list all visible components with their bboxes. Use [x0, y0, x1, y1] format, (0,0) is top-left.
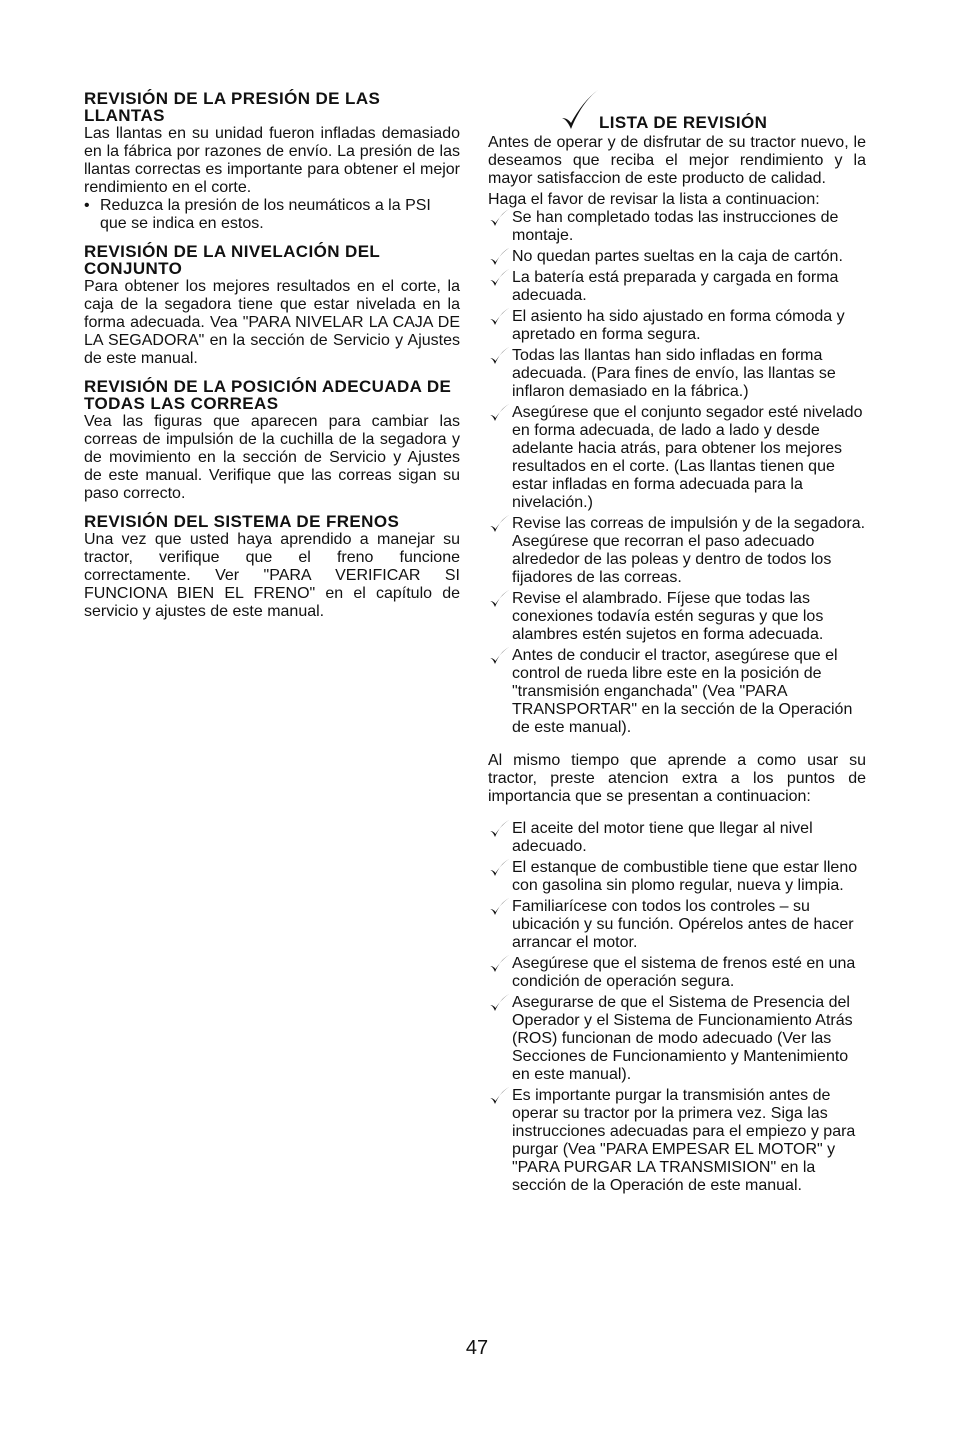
checkmark-icon: [488, 404, 512, 422]
checklist-item: [488, 994, 866, 1084]
checklist-item: [488, 590, 866, 644]
checklist-item-text: Todas las llantas han sido infladas en forma adecuada. (Para fines de envío, las llantas se inflaron demasiado en la fábrica.): [512, 347, 836, 400]
bullet-text: Reduzca la presión de los neumáticos a la PSI que se indica en estos.: [100, 197, 431, 232]
checklist-item: [488, 248, 866, 266]
checklist-item: [488, 1087, 866, 1195]
checklist-item: [488, 820, 866, 856]
checklist-item: [488, 347, 866, 401]
checklist-item-text: El estanque de combustible tiene que estar lleno con gasolina sin plomo regular, nueva y limpia.: [512, 859, 858, 894]
bullet-item: [84, 197, 460, 233]
checklist-item-text: Se han completado todas las instrucciones de montaje.: [512, 209, 839, 244]
checklist-item-text: Revise el alambrado. Fíjese que todas las conexiones todavía estén seguras y que los alambres estén sujetos en forma adecuada.: [512, 590, 824, 643]
checklist-item: [488, 308, 866, 344]
checklist-instruction: Haga el favor de revisar la lista a continuacion:: [488, 191, 820, 208]
checklist-item: [488, 955, 866, 991]
section-brakes: [84, 513, 460, 621]
checklist-item-text: Es importante purgar la transmisión antes de operar su tractor por la primera vez. Siga las instrucciones adecuadas para el empiezo y para purgar (Vea "PARA EMPESAR EL MOTOR" y "PARA PURGAR LA TRANSMISION" en la sección de la Operación de este manual.: [512, 1087, 856, 1194]
checklist-heading: [488, 90, 866, 134]
section-title: REVISIÓN DE LA PRESIÓN DE LAS LLANTAS: [84, 89, 381, 125]
large-checkmark-icon: [560, 88, 600, 132]
checklist-item-text: No quedan partes sueltas en la caja de cartón.: [512, 248, 843, 265]
checkmark-icon: [488, 898, 512, 916]
section-tire-pressure: [84, 90, 460, 233]
section-body: Una vez que usted haya aprendido a manejar su tractor, verifique que el freno funcione correctamente. Ver "PARA VERIFICAR SI FUNCIONA BIEN EL FRENO" en el capítulo de servicio y ajustes de este manual.: [84, 531, 460, 620]
checklist-item-text: El asiento ha sido ajustado en forma cómoda y apretado en forma segura.: [512, 308, 845, 343]
checkmark-icon: [488, 647, 512, 665]
section-body: Para obtener los mejores resultados en el corte, la caja de la segadora tiene que estar nivelada en la forma adecuada. Vea "PARA NIVELAR LA CAJA DE LA SEGADORA" en la sección de Servicio y Ajustes de este manual.: [84, 278, 460, 367]
checklist-item: [488, 515, 866, 587]
checkmark-icon: [488, 269, 512, 287]
checklist-item-text: Asegúrese que el sistema de frenos esté en una condición de operación segura.: [512, 955, 856, 990]
checklist-item-text: Asegurarse de que el Sistema de Presencia del Operador y el Sistema de Funcionamiento Atrás (ROS) funcionan de modo adecuado (Ver las Secciones de Funcionamiento y Mantenimiento en este manual).: [512, 994, 853, 1083]
checklist-item: [488, 859, 866, 895]
page-number: 47: [465, 1337, 489, 1359]
checklist-before-operating: [488, 209, 866, 737]
checklist-item-text: Asegúrese que el conjunto segador esté nivelado en forma adecuada, de lado a lado y desde adelante hacia atrás, para obtener los mejores resultados en el corte. (Las llantas tienen que estar infladas en forma adecuada para la nivelación.): [512, 404, 863, 511]
checklist-item-text: El aceite del motor tiene que llegar al nivel adecuado.: [512, 820, 813, 855]
checkmark-icon: [488, 994, 512, 1012]
section-title: REVISIÓN DE LA POSICIÓN ADECUADA DE TODAS LAS CORREAS: [84, 377, 452, 413]
checklist-item: [488, 647, 866, 737]
section-deck-leveling: [84, 243, 460, 368]
checkmark-icon: [488, 248, 512, 266]
checkmark-icon: [488, 820, 512, 838]
checklist-item-text: Antes de conducir el tractor, asegúrese que el control de rueda libre este en la posición de "transmisión enganchada" (Vea "PARA TRANSPORTAR" en la sección de la Operación de este manual).: [512, 647, 853, 736]
checklist-item: [488, 269, 866, 305]
checklist-item-text: Revise las correas de impulsión y de la segadora. Asegúrese que recorran el paso adecuado alrededor de las poleas y dentro de todos los fijadores de las correas.: [512, 515, 866, 586]
checklist-item: [488, 898, 866, 952]
checkmark-icon: [488, 590, 512, 608]
checklist-item-text: Familiarícese con todos los controles – su ubicación y su función. Opérelos antes de hacer arrancar el motor.: [512, 898, 854, 951]
checkmark-icon: [488, 347, 512, 365]
checklist-middle-text: Al mismo tiempo que aprende a como usar su tractor, preste atencion extra a los puntos de importancia que se presentan a continuacion:: [488, 752, 866, 805]
checklist-while-learning: [488, 820, 866, 1195]
checkmark-icon: [488, 209, 512, 227]
checklist-title: LISTA DE REVISIÓN: [599, 113, 768, 132]
right-column: [488, 90, 866, 1198]
checklist-intro: Antes de operar y de disfrutar de su tractor nuevo, le deseamos que reciba el mejor rendimiento y la mayor satisfaccion de este producto de calidad.: [488, 134, 866, 187]
checklist-item: [488, 404, 866, 512]
section-body: Las llantas en su unidad fueron infladas demasiado en la fábrica por razones de envío. La presión de las llantas correctas es importante para obtener el mejor rendimiento en el corte.: [84, 125, 460, 196]
checklist-item: [488, 209, 866, 245]
section-belts: [84, 378, 460, 503]
bullet-dot-icon: •: [84, 197, 90, 214]
section-title: REVISIÓN DEL SISTEMA DE FRENOS: [84, 512, 400, 531]
checkmark-icon: [488, 859, 512, 877]
checklist-item-text: La batería está preparada y cargada en forma adecuada.: [512, 269, 839, 304]
section-title: REVISIÓN DE LA NIVELACIÓN DEL CONJUNTO: [84, 242, 380, 278]
checkmark-icon: [488, 955, 512, 973]
checkmark-icon: [488, 308, 512, 326]
checkmark-icon: [488, 1087, 512, 1105]
section-body: Vea las figuras que aparecen para cambiar las correas de impulsión de la cuchilla de la segadora y de movimiento en la sección de Servicio y Ajustes de este manual. Verifique que las correas sigan su paso correcto.: [84, 413, 460, 502]
checkmark-icon: [488, 515, 512, 533]
left-column: [84, 90, 460, 631]
